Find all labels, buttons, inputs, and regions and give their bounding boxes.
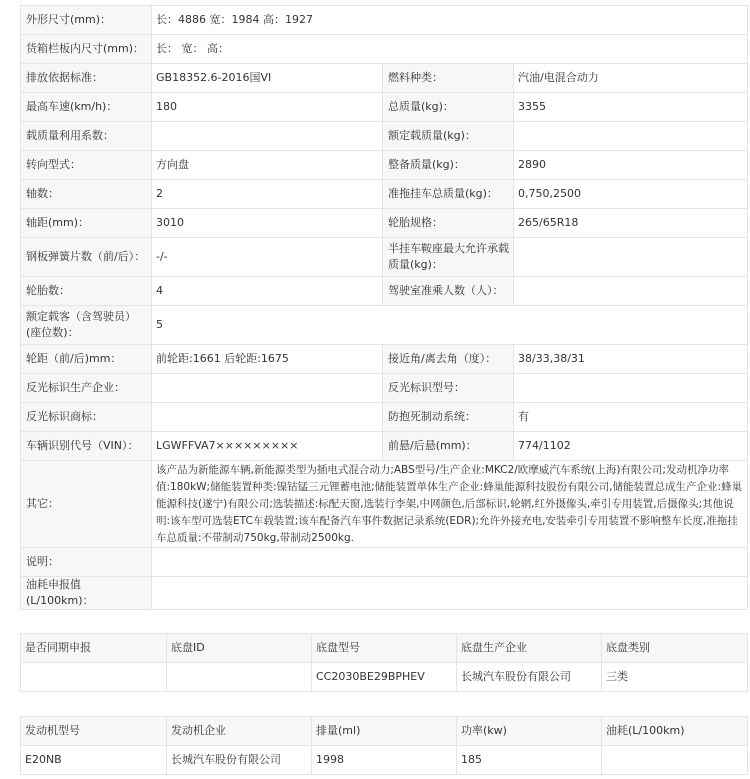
note-label: 说明：: [21, 548, 152, 577]
chassis-header-simultaneous: 是否同期申报: [21, 634, 167, 663]
chassis-header-id: 底盘ID: [167, 634, 312, 663]
approach-angle-value: 38/33,38/31: [514, 345, 748, 374]
track-width-label: 轮距（前/后)mm：: [21, 345, 152, 374]
chassis-maker-cell: 长城汽车股份有限公司: [457, 663, 602, 692]
vin-value: LGWFFVA7×××××××××: [152, 432, 383, 461]
emission-standard-value: GB18352.6-2016国VI: [152, 64, 383, 93]
engine-header-fuel: 油耗(L/100km): [602, 717, 748, 746]
tire-count-label: 轮胎数：: [21, 277, 152, 306]
engine-maker-cell: 长城汽车股份有限公司: [167, 746, 312, 775]
engine-fuel-cell: [602, 746, 748, 775]
reflector-brand-label: 反光标识商标：: [21, 403, 152, 432]
passengers-label: 额定载客（含驾驶员）(座位数)：: [21, 306, 152, 345]
emission-standard-label: 排放依据标准：: [21, 64, 152, 93]
wheelbase-value: 3010: [152, 209, 383, 238]
engine-power-cell: 185: [457, 746, 602, 775]
fuel-report-label: 油耗申报值(L/100km)：: [21, 577, 152, 610]
dimensions-label: 外形尺寸(mm)：: [21, 6, 152, 35]
overhang-value: 774/1102: [514, 432, 748, 461]
other-value: 该产品为新能源车辆,新能源类型为插电式混合动力;ABS型号/生产企业:MKC2/欧摩威汽车系统(上海)有限公司;发动机净功率值:180kW;储能装置种类:镍钴锰三元锂蓄电池;储能装置单体生产企业:蜂巢能源科技股份有限公司,储能装置总成生产企业:蜂巢能源科技(遂宁)有限公司;选装描述:标配天窗,选装行李架,中网颜色,后部标识,轮辋,红外摄像头,牵引专用装置,后摄像头;其他说明:该车型可选装ETC车载装置;该车配备汽车事件数据记录系统(EDR);允许外接充电,安装牵引专用装置不影响整车长度,准拖挂车总质量:不带制动750kg,带制动2500kg.: [152, 461, 748, 548]
curb-mass-value: 2890: [514, 151, 748, 180]
saddle-load-value: [514, 238, 748, 277]
axle-count-value: 2: [152, 180, 383, 209]
chassis-model-cell: CC2030BE29BPHEV: [312, 663, 457, 692]
steering-type-value: 方向盘: [152, 151, 383, 180]
abs-label: 防抱死制动系统：: [383, 403, 514, 432]
vehicle-params-table: [20, 5, 748, 610]
tire-spec-value: 265/65R18: [514, 209, 748, 238]
vin-label: 车辆识别代号（VIN）：: [21, 432, 152, 461]
fuel-type-value: 汽油/电混合动力: [514, 64, 748, 93]
reflector-model-value: [514, 374, 748, 403]
reflector-maker-label: 反光标识生产企业：: [21, 374, 152, 403]
tire-spec-label: 轮胎规格：: [383, 209, 514, 238]
abs-value: 有: [514, 403, 748, 432]
load-utilization-value: [152, 122, 383, 151]
chassis-category-cell: 三类: [602, 663, 748, 692]
total-mass-value: 3355: [514, 93, 748, 122]
approach-angle-label: 接近角/离去角（度）：: [383, 345, 514, 374]
chassis-id-cell: [167, 663, 312, 692]
rated-load-value: [514, 122, 748, 151]
curb-mass-label: 整备质量(kg)：: [383, 151, 514, 180]
saddle-load-label: 半挂车鞍座最大允许承载质量(kg)：: [383, 238, 514, 277]
total-mass-label: 总质量(kg)：: [383, 93, 514, 122]
cab-seats-value: [514, 277, 748, 306]
rated-load-label: 额定载质量(kg)：: [383, 122, 514, 151]
reflector-brand-value: [152, 403, 383, 432]
chassis-header-maker: 底盘生产企业: [457, 634, 602, 663]
engine-table: [20, 716, 748, 775]
chassis-header-category: 底盘类别: [602, 634, 748, 663]
reflector-maker-value: [152, 374, 383, 403]
cargo-dimensions-label: 货箱栏板内尺寸(mm)：: [21, 35, 152, 64]
chassis-header-model: 底盘型号: [312, 634, 457, 663]
chassis-simultaneous-cell: [21, 663, 167, 692]
engine-model-cell: E20NB: [21, 746, 167, 775]
trailer-mass-value: 0,750,2500: [514, 180, 748, 209]
cab-seats-label: 驾驶室准乘人数（人）：: [383, 277, 514, 306]
trailer-mass-label: 准拖挂车总质量(kg)：: [383, 180, 514, 209]
engine-header-power: 功率(kw): [457, 717, 602, 746]
leaf-spring-label: 钢板弹簧片数（前/后）：: [21, 238, 152, 277]
load-utilization-label: 载质量利用系数：: [21, 122, 152, 151]
note-value: [152, 548, 748, 577]
chassis-table: [20, 633, 748, 692]
max-speed-label: 最高车速(km/h)：: [21, 93, 152, 122]
passengers-value: 5: [152, 306, 748, 345]
fuel-report-value: [152, 577, 748, 610]
steering-type-label: 转向型式：: [21, 151, 152, 180]
fuel-type-label: 燃料种类：: [383, 64, 514, 93]
reflector-model-label: 反光标识型号：: [383, 374, 514, 403]
engine-header-maker: 发动机企业: [167, 717, 312, 746]
dimensions-value: 长：4886 宽：1984 高：1927: [152, 6, 748, 35]
overhang-label: 前悬/后悬(mm)：: [383, 432, 514, 461]
engine-header-model: 发动机型号: [21, 717, 167, 746]
axle-count-label: 轴数：: [21, 180, 152, 209]
wheelbase-label: 轴距(mm)：: [21, 209, 152, 238]
engine-header-displacement: 排量(ml): [312, 717, 457, 746]
cargo-dimensions-value: 长： 宽： 高：: [152, 35, 748, 64]
tire-count-value: 4: [152, 277, 383, 306]
other-label: 其它：: [21, 461, 152, 548]
track-width-value: 前轮距:1661 后轮距:1675: [152, 345, 383, 374]
engine-displacement-cell: 1998: [312, 746, 457, 775]
leaf-spring-value: -/-: [152, 238, 383, 277]
max-speed-value: 180: [152, 93, 383, 122]
